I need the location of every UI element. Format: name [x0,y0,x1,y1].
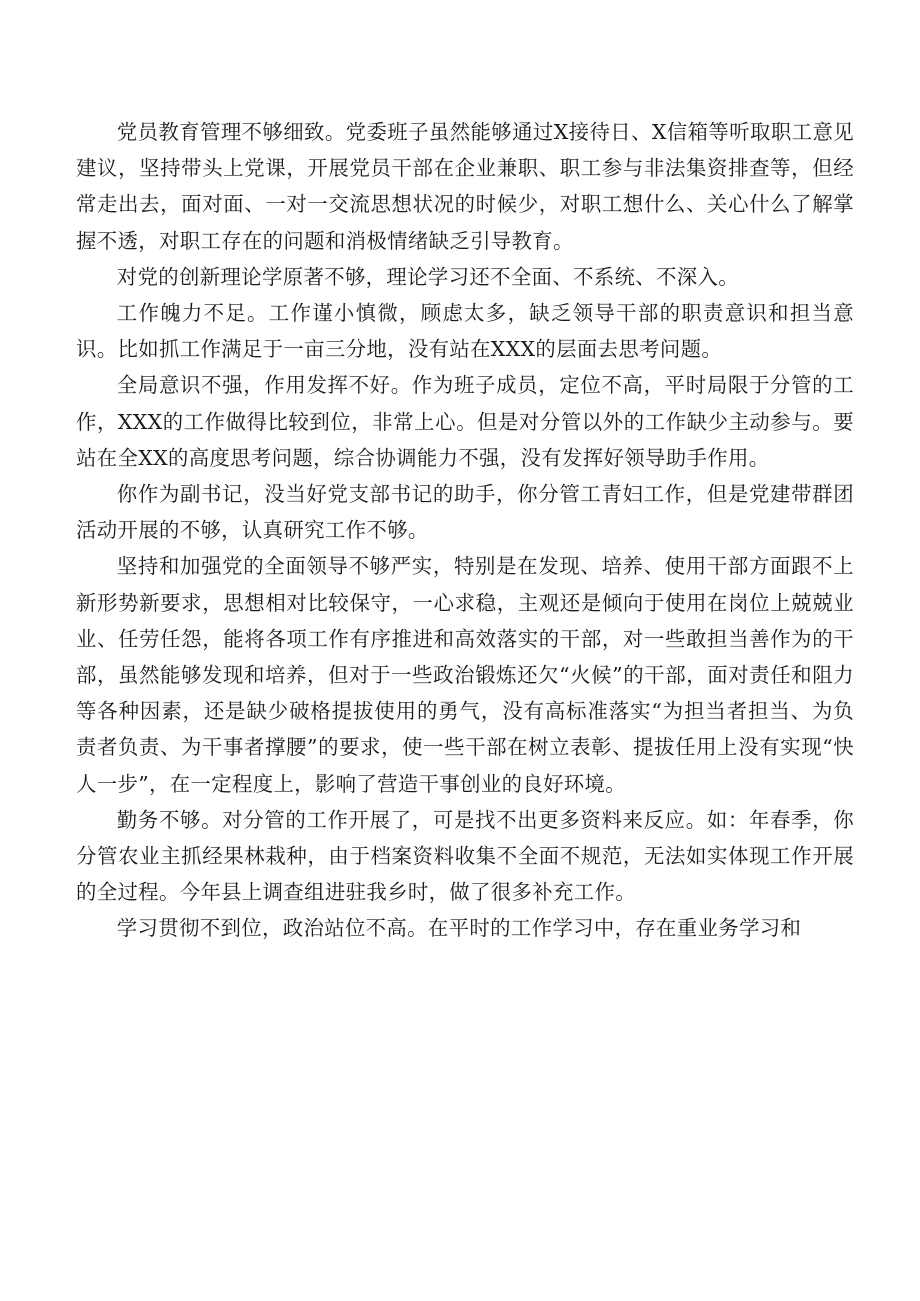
paragraph-diligence: 勤务不够。对分管的工作开展了，可是找不出更多资料来反应。如：年春季，你分管农业主抓经果林栽种，由于档案资料收集不全面不规范，无法如实体现工作开展的全过程。今年县上调查组进驻我乡时，做了很多补充工作。 [76,807,854,905]
paragraph-theory-study: 对党的创新理论学原著不够，理论学习还不全面、不系统、不深入。 [116,264,740,289]
paragraph-work-courage: 工作魄力不足。工作谨小慎微，顾虑太多，缺乏领导干部的职责意识和担当意识。比如抓工作满足于一亩三分地，没有站在XXX的层面去思考问题。 [76,301,854,362]
paragraph-deputy-secretary: 你作为副书记，没当好党支部书记的助手，你分管工青妇工作，但是党建带群团活动开展的不够，认真研究工作不够。 [76,482,854,543]
paragraph-party-leadership: 坚持和加强党的全面领导不够严实，特别是在发现、培养、使用干部方面跟不上新形势新要求，思想相对比较保守，一心求稳，主观还是倾向于使用在岗位上兢兢业业、任劳任怨，能将各项工作有序推进和高效落实的干部，对一些敢担当善作为的干部，虽然能够发现和培养，但对于一些政治锻炼还欠“火候”的干部，面对责任和阻力等各种因素，还是缺少破格提拔使用的勇气，没有高标准落实“为担当者担当、为负责者负责、为干事者撑腰”的要求，使一些干部在树立表彰、提拔任用上没有实现“快人一步”，在一定程度上，影响了营造干事创业的良好环境。 [76,554,854,796]
paragraph-political-stance: 学习贯彻不到位，政治站位不高。在平时的工作学习中，存在重业务学习和 [116,916,802,941]
paragraph-party-member-management: 党员教育管理不够细致。党委班子虽然能够通过X接待日、X信箱等听取职工意见建议，坚持带头上党课，开展党员干部在企业兼职、职工参与非法集资排查等，但经常走出去，面对面、一对一交流思想状况的时候少，对职工想什么、关心什么了解掌握不透，对职工存在的问题和消极情绪缺乏引导教育。 [76,120,854,253]
paragraph-overall-awareness: 全局意识不强，作用发挥不好。作为班子成员，定位不高，平时局限于分管的工作，XXX的工作做得比较到位，非常上心。但是对分管以外的工作缺少主动参与。要站在全XX的高度思考问题，综合协调能力不强，没有发挥好领导助手作用。 [76,373,854,470]
document-body [76,114,854,947]
